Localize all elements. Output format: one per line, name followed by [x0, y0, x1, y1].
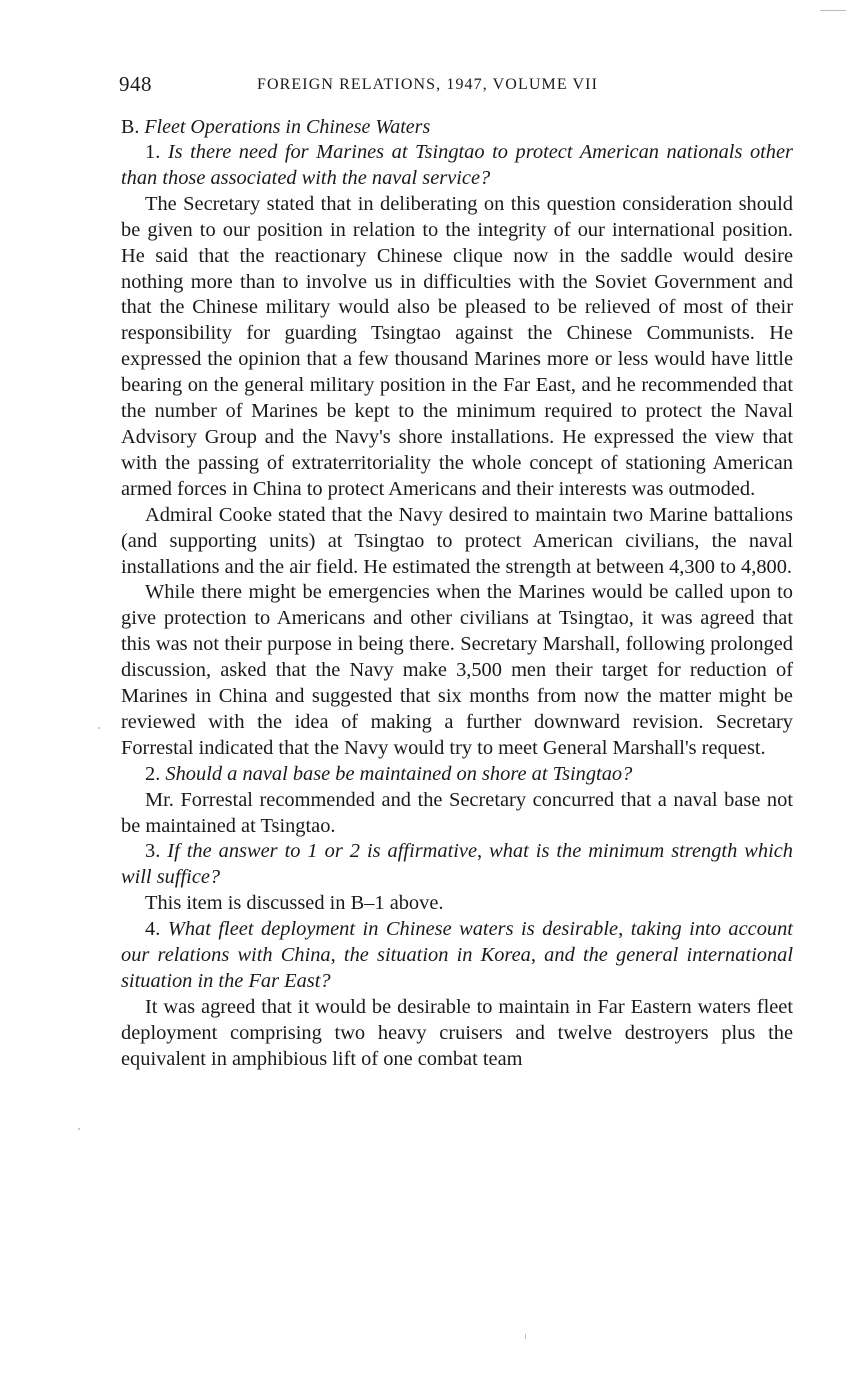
question-number: 2.	[145, 762, 161, 785]
scan-mark	[820, 10, 846, 11]
question-text-part: what is the minimum strength which will suffice?	[121, 840, 793, 889]
question-3	[121, 839, 793, 891]
paragraph: Admiral Cooke stated that the Navy desired to maintain two Marine battalions (and supporting units) at Tsingtao to protect American civilians, the naval installations and the air field. He estimated the strength at between 4,300 to 4,800.	[121, 503, 793, 578]
question-text-part: ,	[477, 840, 490, 863]
question-text-part: ,	[330, 944, 344, 967]
paragraph: While there might be emergencies when the Marines would be called upon to give protection to Americans and other civilians at Tsingtao, it was agreed that this was not their purpose in being there. Secretary Marshall, following prolonged discussion, asked that the Navy make 3,500 men their target for reduction of Marines in China and suggested that six months from now the matter might be reviewed with the idea of making a further downward revision. Secretary Forrestal indicated that the Navy would try to meet General Marshall's request.	[121, 581, 793, 759]
question-number: 1.	[145, 141, 161, 163]
paragraph: The Secretary stated that in deliberating on this question consideration should be given to our position in relation to the integrity of our international position. He said that the reactionary Chinese clique now in the saddle would desire nothing more than to involve us in difficulties with the Soviet Government and that the Chinese military would also be pleased to be relieved of most of their responsibility for guarding Tsingtao against the Chinese Communists. He expressed the opinion that a few thousand Marines more or less would have little bearing on the general military position in the Far East, and he recommended that the number of Marines be kept to the minimum required to protect the Naval Advisory Group and the Navy's shore installations. He expressed the view that with the passing of extraterritoriality the whole concept of stationing American armed forces in China to protect Americans and their interests was outmoded.	[121, 192, 793, 500]
question-text-part: taking into account our relations with China	[121, 918, 793, 967]
question-2	[121, 762, 793, 788]
section-heading	[121, 114, 793, 140]
question-number: 4.	[145, 918, 161, 941]
scan-mark	[98, 727, 100, 729]
scan-mark	[78, 1128, 80, 1130]
running-title: FOREIGN RELATIONS, 1947, VOLUME VII	[257, 76, 599, 93]
section-label: B.	[121, 116, 140, 138]
document-page	[121, 70, 793, 1073]
paragraph: This item is discussed in B–1 above.	[145, 892, 444, 915]
page-number: 948	[119, 72, 152, 96]
question-text-part: If the answer to 1 or 2 is affirmative	[167, 840, 478, 863]
question-text-part: What fleet deployment in Chinese waters is desirable	[167, 918, 619, 941]
running-header	[121, 70, 793, 102]
question-1	[121, 140, 793, 192]
paragraph: Mr. Forrestal recommended and the Secretary concurred that a naval base not be maintained at Tsingtao.	[121, 788, 793, 837]
question-text: Should a naval base be maintained on shore at Tsingtao?	[165, 762, 633, 785]
scan-mark	[525, 1334, 526, 1339]
question-4	[121, 917, 793, 995]
paragraph: It was agreed that it would be desirable to maintain in Far Eastern waters fleet deployment comprising two heavy cruisers and twelve destroyers plus the equivalent in amphibious lift of one combat team	[121, 995, 793, 1070]
question-number: 3.	[145, 840, 161, 863]
question-text-part: the situation in Korea	[343, 944, 531, 967]
question-text: Is there need for Marines at Tsingtao to protect American nationals other than those associated with the naval service?	[121, 141, 793, 189]
question-text-part: and the general international situation in the Far East?	[121, 944, 794, 992]
section-title: Fleet Operations in Chinese Waters	[144, 116, 431, 138]
question-text-part: ,	[618, 918, 631, 941]
question-text-part: ,	[530, 944, 545, 967]
